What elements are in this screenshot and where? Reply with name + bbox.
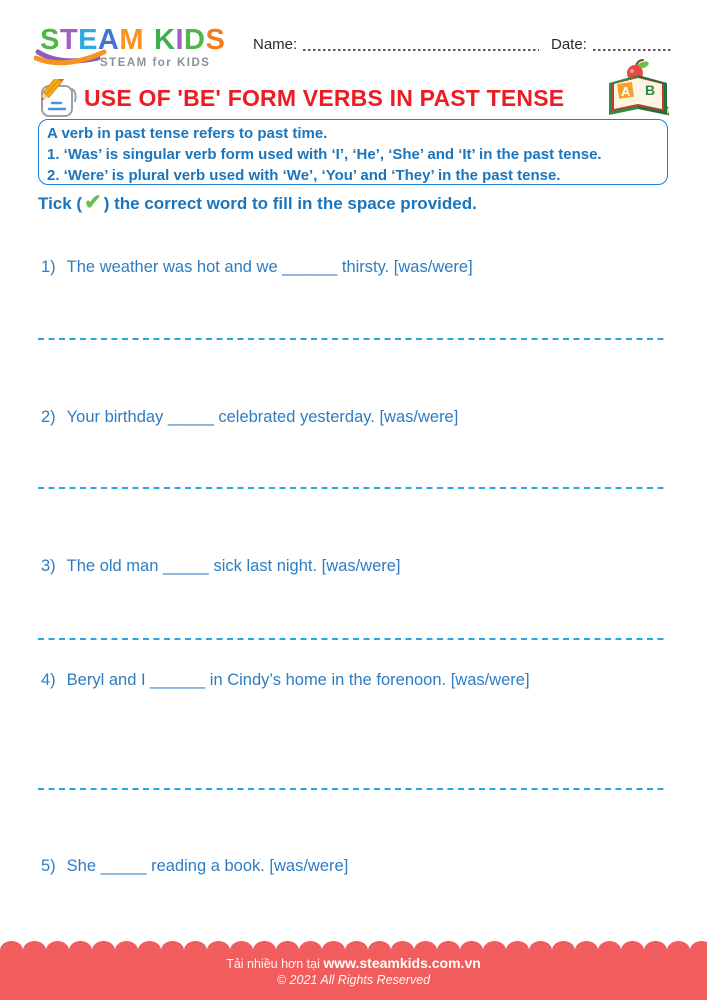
name-field bbox=[253, 36, 543, 54]
definition-line: A verb in past tense refers to past time. bbox=[47, 125, 328, 142]
footer-scallop-edge bbox=[0, 941, 707, 950]
answer-divider bbox=[38, 487, 668, 489]
question-number: 5) bbox=[41, 857, 56, 875]
answer-divider bbox=[38, 638, 668, 640]
logo-letter: E bbox=[78, 24, 98, 56]
footer-download-line bbox=[0, 955, 707, 971]
question-text: She _____ reading a book. [was/were] bbox=[66, 857, 349, 875]
logo-letter: A bbox=[97, 24, 120, 56]
question-number: 2) bbox=[41, 408, 56, 426]
question-text: The old man _____ sick last night. [was/were] bbox=[66, 557, 401, 575]
book-abc-icon bbox=[605, 59, 673, 119]
question-number: 4) bbox=[41, 671, 56, 689]
tick-instruction-suffix: ) the correct word to fill in the space provided. bbox=[103, 193, 477, 213]
check-icon: ✔ bbox=[84, 191, 102, 214]
logo-letter: M bbox=[119, 24, 145, 56]
date-field bbox=[551, 36, 673, 54]
question-text: The weather was hot and we ______ thirsty. [was/were] bbox=[66, 258, 473, 276]
logo-letter: D bbox=[184, 24, 206, 56]
footer-website-url: www.steamkids.com.vn bbox=[323, 955, 481, 971]
question-number: 3) bbox=[41, 557, 56, 575]
answer-divider bbox=[38, 788, 668, 790]
answer-divider bbox=[38, 338, 668, 340]
question-text: Your birthday _____ celebrated yesterday. [was/were] bbox=[66, 408, 459, 426]
footer bbox=[0, 950, 707, 1000]
question-number: 1) bbox=[41, 258, 56, 276]
question-text: Beryl and I ______ in Cindy’s home in the forenoon. [was/were] bbox=[66, 671, 530, 689]
svg-text:A: A bbox=[621, 84, 631, 99]
logo-letter: I bbox=[175, 24, 185, 56]
svg-text:B: B bbox=[645, 82, 656, 98]
pencil-paper-icon bbox=[37, 79, 81, 119]
tick-instruction bbox=[38, 191, 477, 216]
question-5 bbox=[41, 857, 348, 876]
definition-line: 1. ‘Was’ is singular verb form used with ‘I’, ‘He’, ‘She’ and ‘It’ in the past tense. bbox=[47, 146, 602, 163]
tick-instruction-prefix: Tick ( bbox=[38, 193, 83, 213]
definition-line: 2. ‘Were’ is plural verb used with ‘We’, ‘You’ and ‘They’ in the past tense. bbox=[47, 167, 561, 184]
logo-letter: K bbox=[154, 24, 176, 56]
title-row bbox=[0, 58, 707, 120]
question-3 bbox=[41, 557, 401, 576]
logo-subtitle: STEAM for KIDS bbox=[100, 57, 211, 69]
logo-letter: S bbox=[205, 24, 226, 56]
date-label: Date: bbox=[551, 36, 587, 53]
footer-copyright: © 2021 All Rights Reserved bbox=[276, 973, 431, 987]
name-label: Name: bbox=[253, 36, 298, 53]
page-title: USE OF 'BE' FORM VERBS IN PAST TENSE bbox=[84, 85, 565, 111]
name-fill-line bbox=[303, 49, 539, 51]
question-4 bbox=[41, 671, 530, 690]
footer-download-text: Tải nhiều hơn tại bbox=[226, 957, 324, 971]
steam-kids-logo bbox=[40, 24, 226, 69]
logo-letter: S bbox=[40, 24, 60, 56]
definition-box bbox=[38, 119, 668, 185]
logo-letter: T bbox=[59, 24, 79, 56]
question-1 bbox=[41, 258, 473, 277]
date-fill-line bbox=[593, 49, 673, 51]
question-2 bbox=[41, 408, 458, 427]
